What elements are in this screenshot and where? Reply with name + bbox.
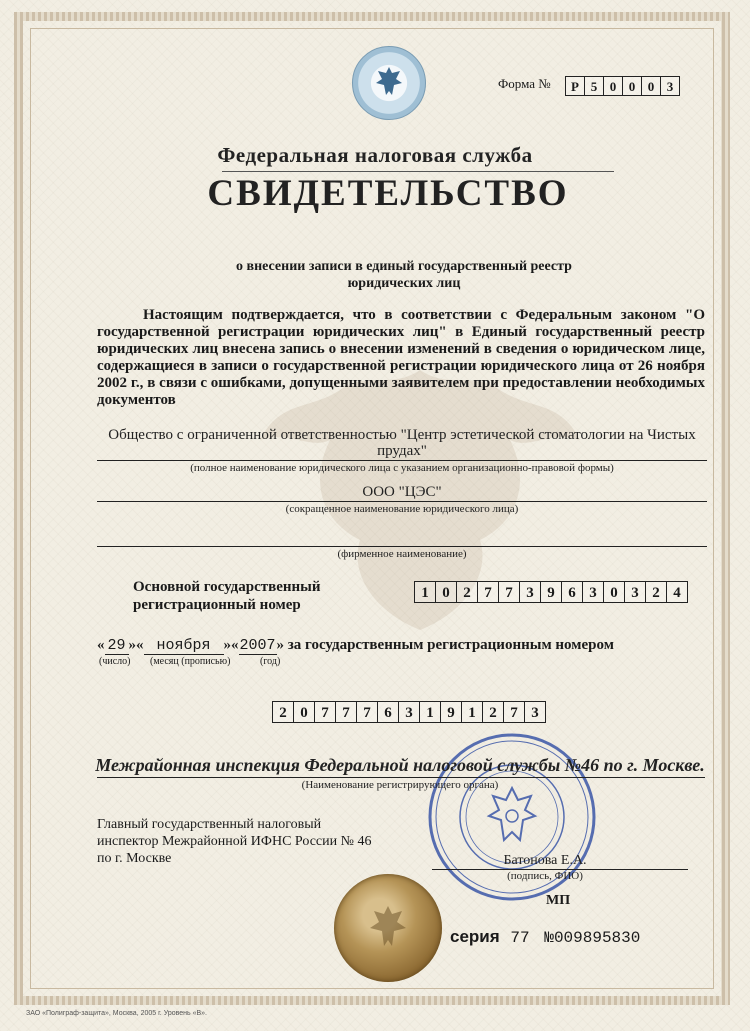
ogrn-digit: 0 [435,581,457,603]
ogrn-digit: 1 [414,581,436,603]
printer-footer: ЗАО «Полиграф-защита», Москва, 2005 г. Уровень «В». [26,1010,207,1017]
quote-open-glyph: « [231,637,239,653]
form-number-cells [566,76,680,96]
quote-close-glyph: » [128,637,136,653]
registration-date-line [97,637,614,655]
short-name-caption: (сокращенное наименование юридического лица) [285,503,519,515]
signatory-line: инспектор Межрайонной ИФНС России № 46 [97,834,372,849]
subtitle-line: о внесении записи в единый государственный реестр [236,259,572,274]
reg-number-digit: 7 [356,701,378,723]
brand-name-caption: (фирменное наименование) [337,548,467,560]
stamp-place-label: МП [546,893,571,908]
registering-authority: Межрайонная инспекция Федеральной налоговой службы №46 по г. Москве. [95,755,705,775]
series-serial: №009895830 [544,929,641,947]
ogrn-digit: 4 [666,581,688,603]
day-caption: (число) [99,656,131,667]
ogrn-digit: 3 [519,581,541,603]
subtitle-line: юридических лиц [347,276,461,291]
brand-name-underline [97,546,707,547]
signatory-line: по г. Москве [97,851,172,866]
form-number-cell: 3 [660,76,680,96]
reg-number-digit: 2 [482,701,504,723]
ogrn-label-line: регистрационный номер [133,597,301,613]
ogrn-digit: 7 [477,581,499,603]
series-label: серия [450,927,500,946]
ogrn-digit: 9 [540,581,562,603]
form-number-cell: 0 [603,76,623,96]
reg-number-digit: 1 [419,701,441,723]
ogrn-digit: 0 [603,581,625,603]
reg-number-digit: 7 [503,701,525,723]
reg-number-digit: 3 [398,701,420,723]
full-name-underline [97,460,707,461]
fns-emblem-icon [352,46,426,120]
full-name-line1: Общество с ограниченной ответственностью "Центр эстетической стоматологии на Чистых [108,427,696,443]
reg-number-digit: 6 [377,701,399,723]
reg-number-digit: 1 [461,701,483,723]
document-title: СВИДЕТЕЛЬСТВО [207,173,569,214]
full-name-line2: прудах" [377,443,427,459]
quote-open-glyph: « [136,637,144,653]
date-suffix: за государственным регистрационным номером [287,637,614,653]
reg-number-digit: 0 [293,701,315,723]
ogrn-label [133,578,321,614]
authority-underline [97,777,705,778]
ogrn-digit: 2 [645,581,667,603]
quote-close-glyph: » [276,637,284,653]
reg-number-digit: 9 [440,701,462,723]
signatory-name: Батонова Е.А. [503,853,587,868]
form-number-cell: 0 [641,76,661,96]
quote-close-glyph: » [223,637,231,653]
service-name: Федеральная налоговая служба [217,143,533,167]
reg-number-digit: 7 [335,701,357,723]
authority-caption: (Наименование регистрирующего органа) [301,779,499,791]
date-month: ноября [144,637,224,655]
quote-open-glyph: « [97,637,105,653]
ogrn-digit: 7 [498,581,520,603]
month-caption: (месяц (прописью) [150,656,231,667]
form-number-cell: 0 [622,76,642,96]
short-name-underline [97,501,707,502]
year-caption: (год) [260,656,281,667]
ogrn-digit: 2 [456,581,478,603]
signatory-title [97,816,371,867]
reg-number-digit: 7 [314,701,336,723]
date-day: 29 [105,637,129,655]
series-number [450,927,640,947]
form-number-cell: Р [565,76,585,96]
ogrn-digit: 3 [624,581,646,603]
full-name-caption: (полное наименование юридического лица с указанием организационно-правовой формы) [190,462,614,474]
form-number-cell: 5 [584,76,604,96]
signature-caption: (подпись, ФИО) [507,870,583,882]
gold-hologram-seal-icon [334,874,442,982]
ogrn-digit: 6 [561,581,583,603]
registration-number-cells [273,701,546,723]
ogrn-label-line: Основной государственный [133,579,321,595]
form-number-label: Форма № [498,76,551,91]
ogrn-cells [415,581,688,603]
ogrn-digit: 3 [582,581,604,603]
short-name-value: ООО "ЦЭС" [362,484,442,500]
signatory-line: Главный государственный налоговый [97,817,322,832]
date-year: 2007 [239,637,276,654]
certification-text: Настоящим подтверждается, что в соответствии с Федеральным законом "О государственной регистрации юридических лиц" в Единый государственный реестр юридических лиц внесена запись о внесении изменений в сведения о юридическом лице, содержащиеся в записи о государственной регистрации юридического лица от 26 ноября 2002 г., в связи с ошибками, допущенными заявителем при предоставлении необходимых документов [97,307,705,408]
document-subtitle [0,258,750,292]
reg-number-digit: 3 [524,701,546,723]
reg-number-digit: 2 [272,701,294,723]
series-code: 77 [510,929,530,947]
